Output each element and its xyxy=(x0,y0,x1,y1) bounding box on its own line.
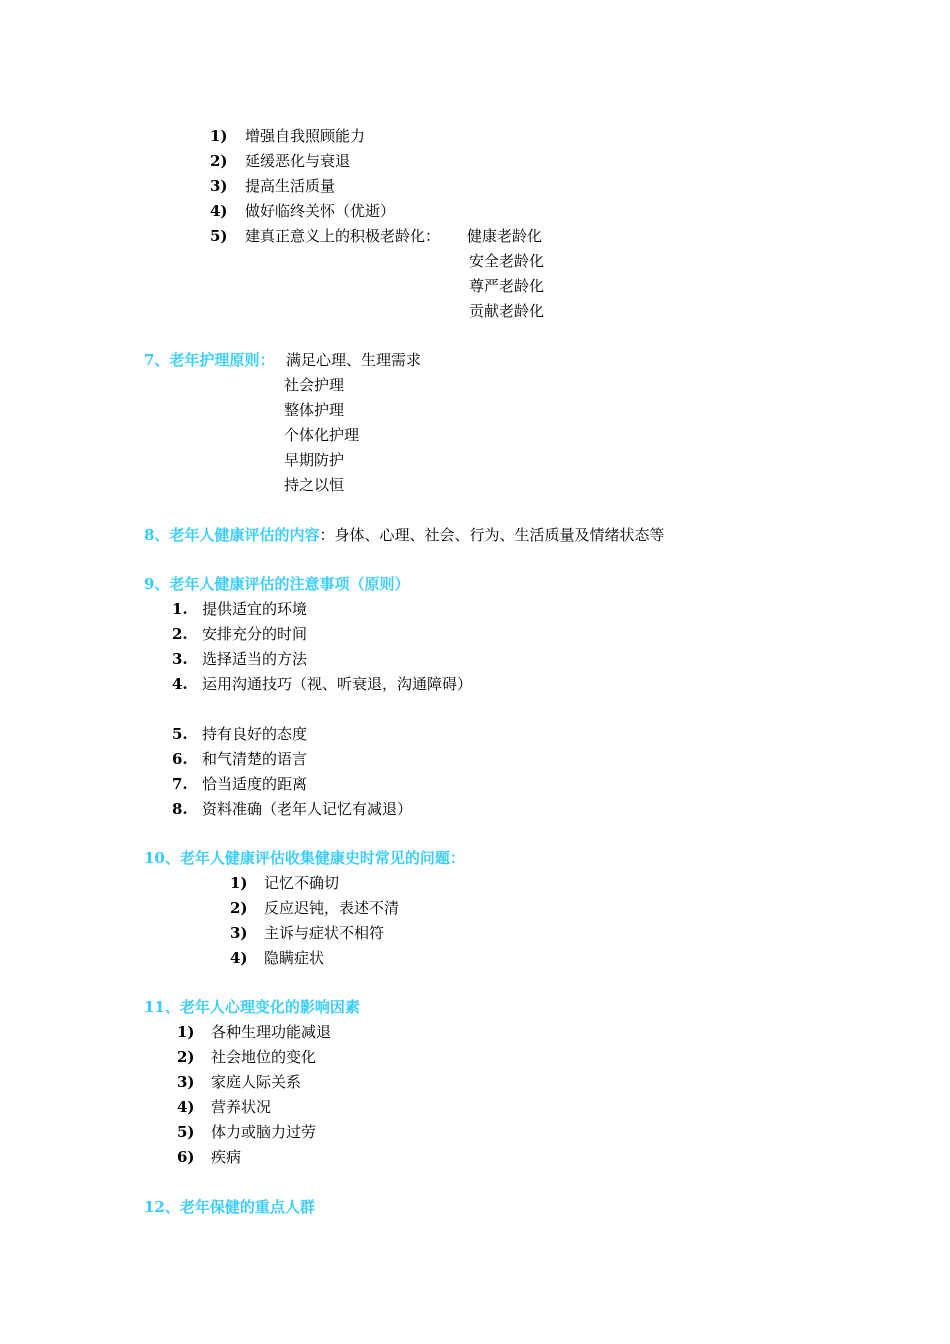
principle-item: 早期防护 xyxy=(284,451,345,469)
list-number: 5) xyxy=(177,1123,195,1141)
list-number: 5. xyxy=(172,725,188,743)
section-heading: 8、老年人健康评估的内容 xyxy=(144,526,320,544)
list-item: 延缓恶化与衰退 xyxy=(245,152,351,170)
list-item: 资料准确（老年人记忆有减退） xyxy=(202,800,413,818)
list-number: 3) xyxy=(210,177,228,195)
list-number: 1) xyxy=(177,1023,195,1041)
list-item: 增强自我照顾能力 xyxy=(245,127,366,145)
section-heading: 9、老年人健康评估的注意事项（原则） xyxy=(144,575,410,593)
list-item: 记忆不确切 xyxy=(264,874,340,892)
list-item: 恰当适度的距离 xyxy=(202,775,308,793)
section-heading: 7、老年护理原则： xyxy=(144,351,275,369)
list-item: 反应迟钝，表述不清 xyxy=(264,899,400,917)
list-item: 选择适当的方法 xyxy=(202,650,308,668)
list-item: 社会地位的变化 xyxy=(211,1048,317,1066)
section-heading: 10、老年人健康评估收集健康史时常见的问题： xyxy=(144,849,465,867)
list-number: 7. xyxy=(172,775,188,793)
list-number: 5) xyxy=(210,227,228,245)
aging-type: 健康老龄化 xyxy=(467,227,543,245)
list-item: 建真正意义上的积极老龄化： xyxy=(245,227,441,245)
list-item: 提高生活质量 xyxy=(245,177,336,195)
list-number: 1) xyxy=(210,127,228,145)
list-number: 3) xyxy=(230,924,248,942)
list-number: 6. xyxy=(172,750,188,768)
list-item: 疾病 xyxy=(211,1148,242,1166)
list-item: 运用沟通技巧（视、听衰退，沟通障碍） xyxy=(202,675,473,693)
list-item: 各种生理功能减退 xyxy=(211,1023,332,1041)
list-item: 和气清楚的语言 xyxy=(202,750,308,768)
list-item: 做好临终关怀（优逝） xyxy=(245,202,396,220)
list-number: 1) xyxy=(230,874,248,892)
list-number: 4) xyxy=(210,202,228,220)
list-number: 8. xyxy=(172,800,188,818)
principle-item: 社会护理 xyxy=(284,376,345,394)
sec8 xyxy=(144,525,664,545)
section-heading: 12、老年保健的重点人群 xyxy=(144,1198,315,1216)
list-number: 3) xyxy=(177,1073,195,1091)
list-number: 6) xyxy=(177,1148,195,1166)
list-number: 4) xyxy=(230,949,248,967)
principle-item: 持之以恒 xyxy=(284,476,345,494)
list-number: 2. xyxy=(172,625,188,643)
section-heading: 11、老年人心理变化的影响因素 xyxy=(144,998,360,1016)
list-number: 4. xyxy=(172,675,188,693)
aging-type: 尊严老龄化 xyxy=(469,277,545,295)
list-item: 提供适宜的环境 xyxy=(202,600,308,618)
principle-item: 整体护理 xyxy=(284,401,345,419)
list-item: 家庭人际关系 xyxy=(211,1073,302,1091)
list-item: 主诉与症状不相符 xyxy=(264,924,385,942)
list-item: 隐瞒症状 xyxy=(264,949,325,967)
list-item: 安排充分的时间 xyxy=(202,625,308,643)
list-number: 2) xyxy=(177,1048,195,1066)
list-number: 3. xyxy=(172,650,188,668)
list-item: 体力或脑力过劳 xyxy=(211,1123,317,1141)
principle-item: 个体化护理 xyxy=(284,426,360,444)
list-item: 营养状况 xyxy=(211,1098,272,1116)
principle-item: 满足心理、生理需求 xyxy=(286,351,422,369)
list-number: 2) xyxy=(210,152,228,170)
aging-type: 安全老龄化 xyxy=(469,252,545,270)
aging-type: 贡献老龄化 xyxy=(469,302,545,320)
list-number: 4) xyxy=(177,1098,195,1116)
section-text: ：身体、心理、社会、行为、生活质量及情绪状态等 xyxy=(319,526,665,544)
list-number: 1. xyxy=(172,600,188,618)
list-number: 2) xyxy=(230,899,248,917)
list-item: 持有良好的态度 xyxy=(202,725,308,743)
